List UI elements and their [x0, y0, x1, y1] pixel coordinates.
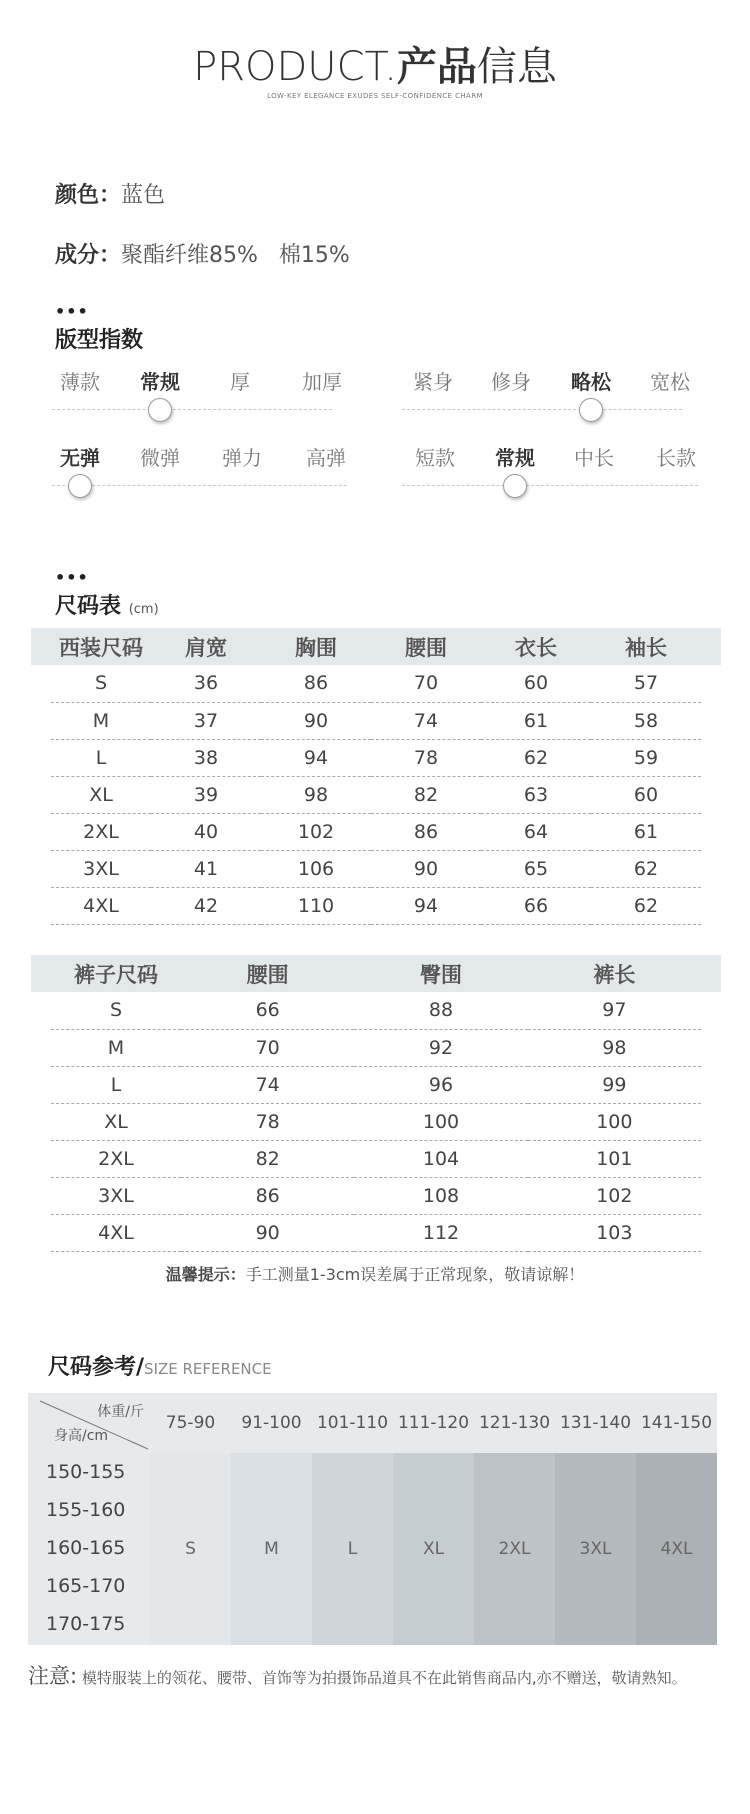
size-column: M	[231, 1453, 312, 1645]
measurement-cell: 100	[528, 1103, 701, 1140]
weight-col-header: 141-150	[640, 1413, 713, 1433]
table-pad	[701, 1103, 721, 1140]
size-label-cell: 4XL	[51, 887, 151, 924]
measurement-cell: 37	[151, 702, 261, 739]
size-label-cell: M	[51, 1029, 181, 1066]
table-row	[31, 1140, 721, 1177]
table-pad	[31, 1177, 51, 1214]
measurement-cell: 38	[151, 739, 261, 776]
size-column: 4XL	[636, 1453, 717, 1645]
measurement-cell: 82	[181, 1140, 354, 1177]
table-pad	[31, 850, 51, 887]
weight-col-header: 121-130	[478, 1413, 551, 1433]
measurement-cell: 39	[151, 776, 261, 813]
table-pad	[701, 702, 721, 739]
fit-slider-knob	[579, 398, 603, 422]
measurement-cell: 90	[181, 1214, 354, 1251]
table-row	[31, 1177, 721, 1214]
fit-word: 紧身	[413, 370, 453, 394]
measurement-cell: 102	[528, 1177, 701, 1214]
tip-text: 手工测量1-3cm误差属于正常现象，敬请谅解！	[245, 1265, 585, 1284]
measurement-cell: 82	[371, 776, 481, 813]
table-pad	[31, 1103, 51, 1140]
fit-word-selected: 常规	[495, 446, 535, 470]
fit-word: 微弹	[140, 446, 180, 470]
size-reference-title-cn: 尺码参考/	[48, 1355, 145, 1380]
table-pad	[31, 628, 51, 665]
table-row	[31, 850, 721, 887]
material-value: 聚酯纤维85% 棉15%	[121, 243, 350, 268]
height-row-label: 170-175	[46, 1613, 126, 1635]
fit-scale-line	[52, 485, 347, 486]
height-row-label: 150-155	[46, 1461, 126, 1483]
fit-title: 版型指数	[55, 328, 144, 353]
table-row	[31, 1214, 721, 1251]
measurement-cell: 63	[481, 776, 591, 813]
table-row	[31, 665, 721, 702]
size-label-cell: S	[51, 992, 181, 1029]
height-axis-label: 身高/cm	[54, 1428, 109, 1444]
measurement-cell: 98	[528, 1029, 701, 1066]
weight-col-header: 91-100	[241, 1413, 302, 1433]
color-value: 蓝色	[121, 183, 166, 208]
weight-col-header: 75-90	[165, 1413, 216, 1433]
fit-word: 厚	[230, 370, 250, 394]
fit-slider-knob	[148, 398, 172, 422]
size-label-cell: 2XL	[51, 813, 151, 850]
suit-table-body	[31, 665, 721, 924]
height-row-label: 160-165	[46, 1537, 126, 1559]
table-pad	[31, 1029, 51, 1066]
tip-label: 温馨提示：	[165, 1265, 246, 1284]
measurement-cell: 97	[528, 992, 701, 1029]
measurement-cell: 102	[261, 813, 371, 850]
measurement-cell: 86	[261, 665, 371, 702]
product-subtitle: LOW-KEY ELEGANCE EXUDES SELF-CONFIDENCE CHARM	[267, 92, 483, 100]
measurement-cell: 74	[371, 702, 481, 739]
measurement-cell: 59	[591, 739, 701, 776]
size-label-cell: XL	[51, 1103, 181, 1140]
measurement-cell: 106	[261, 850, 371, 887]
pants-col-header: 裤子尺码	[51, 955, 181, 992]
table-row	[31, 813, 721, 850]
weight-col-header: 111-120	[397, 1413, 470, 1433]
size-label-cell: 3XL	[51, 850, 151, 887]
table-pad	[31, 739, 51, 776]
size-column: L	[312, 1453, 393, 1645]
measurement-cell: 62	[481, 739, 591, 776]
title-end: 信息	[476, 44, 557, 90]
table-pad	[31, 1214, 51, 1251]
fit-slider-knob	[68, 474, 92, 498]
table-pad	[701, 628, 721, 665]
measurement-cell: 62	[591, 887, 701, 924]
fit-word: 长款	[656, 446, 696, 470]
size-label-cell: S	[51, 665, 151, 702]
pants-table-body	[31, 992, 721, 1251]
title-light: PRODUCT.	[193, 44, 397, 90]
note-text: 模特服装上的领花、腰带、首饰等为拍摄饰品道具不在此销售商品内,亦不赠送，敬请熟知。	[77, 1669, 687, 1687]
size-column: 3XL	[555, 1453, 636, 1645]
table-pad	[701, 665, 721, 702]
measurement-cell: 40	[151, 813, 261, 850]
fit-word: 高弹	[306, 446, 346, 470]
size-dots: •••	[55, 568, 89, 587]
table-pad	[31, 955, 51, 992]
measurement-cell: 90	[261, 702, 371, 739]
weight-col-header: 131-140	[559, 1413, 632, 1433]
fit-word: 宽松	[650, 370, 690, 394]
size-label-cell: M	[51, 702, 151, 739]
measurement-cell: 65	[481, 850, 591, 887]
fit-slider-knob	[503, 474, 527, 498]
fit-scale-line	[402, 409, 682, 410]
measurement-cell: 78	[181, 1103, 354, 1140]
measurement-cell: 66	[481, 887, 591, 924]
table-row	[31, 1029, 721, 1066]
measurement-cell: 110	[261, 887, 371, 924]
pants-col-header: 腰围	[181, 955, 354, 992]
table-row	[31, 1066, 721, 1103]
measurement-cell: 104	[354, 1140, 527, 1177]
size-chart-title-text: 尺码表	[55, 594, 122, 619]
measurement-cell: 61	[591, 813, 701, 850]
suit-col-header: 袖长	[591, 628, 701, 665]
suit-col-header: 肩宽	[151, 628, 261, 665]
measurement-cell: 96	[354, 1066, 527, 1103]
table-pad	[701, 776, 721, 813]
weight-col-header: 101-110	[316, 1413, 389, 1433]
size-label-cell: 3XL	[51, 1177, 181, 1214]
measurement-cell: 78	[371, 739, 481, 776]
fit-word-selected: 无弹	[60, 446, 100, 470]
fit-word: 薄款	[60, 370, 100, 394]
table-row	[31, 776, 721, 813]
table-pad	[701, 1029, 721, 1066]
measurement-cell: 60	[591, 776, 701, 813]
height-row-label: 155-160	[46, 1499, 126, 1521]
table-pad	[701, 1177, 721, 1214]
measurement-cell: 92	[354, 1029, 527, 1066]
product-title	[0, 42, 750, 92]
fit-word: 修身	[491, 370, 531, 394]
size-chart-unit: (cm)	[128, 602, 159, 617]
measurement-cell: 94	[261, 739, 371, 776]
table-pad	[31, 813, 51, 850]
table-pad	[701, 813, 721, 850]
measurement-cell: 108	[354, 1177, 527, 1214]
size-label-cell: L	[51, 739, 151, 776]
fit-word-selected: 略松	[571, 370, 611, 394]
measurement-cell: 98	[261, 776, 371, 813]
table-row	[31, 702, 721, 739]
table-pad	[701, 992, 721, 1029]
model-accessories-note	[28, 1660, 687, 1690]
table-pad	[31, 665, 51, 702]
suit-size-table	[31, 628, 721, 925]
table-pad	[701, 1214, 721, 1251]
measurement-cell: 100	[354, 1103, 527, 1140]
height-row-label: 165-170	[46, 1575, 126, 1597]
size-column: XL	[393, 1453, 474, 1645]
measurement-cell: 62	[591, 850, 701, 887]
weight-axis-label: 体重/斤	[97, 1404, 144, 1420]
table-pad	[31, 887, 51, 924]
measurement-cell: 64	[481, 813, 591, 850]
size-label-cell: 4XL	[51, 1214, 181, 1251]
measurement-cell: 86	[371, 813, 481, 850]
measurement-cell: 99	[528, 1066, 701, 1103]
table-pad	[701, 955, 721, 992]
table-pad	[701, 739, 721, 776]
measurement-cell: 70	[181, 1029, 354, 1066]
size-reference-grid	[28, 1393, 717, 1645]
measurement-cell: 41	[151, 850, 261, 887]
suit-header-row	[31, 628, 721, 665]
size-column: S	[150, 1453, 231, 1645]
measurement-cell: 88	[354, 992, 527, 1029]
measurement-cell: 74	[181, 1066, 354, 1103]
table-row	[31, 1103, 721, 1140]
measurement-cell: 112	[354, 1214, 527, 1251]
fit-word: 中长	[574, 446, 614, 470]
table-pad	[31, 1066, 51, 1103]
measurement-cell: 42	[151, 887, 261, 924]
color-label: 颜色：	[55, 183, 122, 208]
table-pad	[701, 1140, 721, 1177]
material-spec	[55, 238, 350, 269]
size-column: 2XL	[474, 1453, 555, 1645]
title-bold: 产品	[396, 44, 477, 90]
measurement-cell: 70	[371, 665, 481, 702]
pants-size-table	[31, 955, 721, 1252]
measurement-cell: 90	[371, 850, 481, 887]
size-label-cell: 2XL	[51, 1140, 181, 1177]
measurement-cell: 101	[528, 1140, 701, 1177]
measurement-cell: 66	[181, 992, 354, 1029]
reference-corner-cell	[28, 1393, 150, 1453]
fit-dots: •••	[55, 302, 89, 321]
size-label-cell: L	[51, 1066, 181, 1103]
size-label-cell: XL	[51, 776, 151, 813]
pants-col-header: 裤长	[528, 955, 701, 992]
measurement-cell: 103	[528, 1214, 701, 1251]
table-pad	[701, 850, 721, 887]
measurement-cell: 36	[151, 665, 261, 702]
fit-scale-line	[52, 409, 332, 410]
fit-word: 短款	[415, 446, 455, 470]
measurement-cell: 61	[481, 702, 591, 739]
table-row	[31, 887, 721, 924]
fit-scale-line	[402, 485, 698, 486]
fit-word-selected: 常规	[140, 370, 180, 394]
table-row	[31, 739, 721, 776]
note-label: 注意:	[28, 1664, 78, 1688]
measurement-cell: 58	[591, 702, 701, 739]
measurement-cell: 60	[481, 665, 591, 702]
fit-word: 弹力	[222, 446, 262, 470]
table-pad	[31, 776, 51, 813]
suit-col-header: 西装尺码	[51, 628, 151, 665]
table-row	[31, 992, 721, 1029]
measurement-cell: 86	[181, 1177, 354, 1214]
table-pad	[31, 702, 51, 739]
page-header	[0, 42, 750, 100]
size-reference-title-en: SIZE REFERENCE	[144, 1360, 272, 1378]
material-label: 成分：	[55, 243, 122, 268]
measurement-cell: 94	[371, 887, 481, 924]
suit-col-header: 腰围	[371, 628, 481, 665]
table-pad	[31, 1140, 51, 1177]
measurement-cell: 57	[591, 665, 701, 702]
suit-col-header: 胸围	[261, 628, 371, 665]
fit-word: 加厚	[302, 370, 342, 394]
size-chart-title	[55, 589, 159, 620]
pants-col-header: 臀围	[354, 955, 527, 992]
pants-header-row	[31, 955, 721, 992]
table-pad	[701, 1066, 721, 1103]
reference-height-rows	[28, 1453, 150, 1645]
size-reference-title	[48, 1350, 272, 1381]
suit-col-header: 衣长	[481, 628, 591, 665]
measurement-tip	[0, 1262, 750, 1285]
table-pad	[701, 887, 721, 924]
color-spec	[55, 178, 165, 209]
table-pad	[31, 992, 51, 1029]
